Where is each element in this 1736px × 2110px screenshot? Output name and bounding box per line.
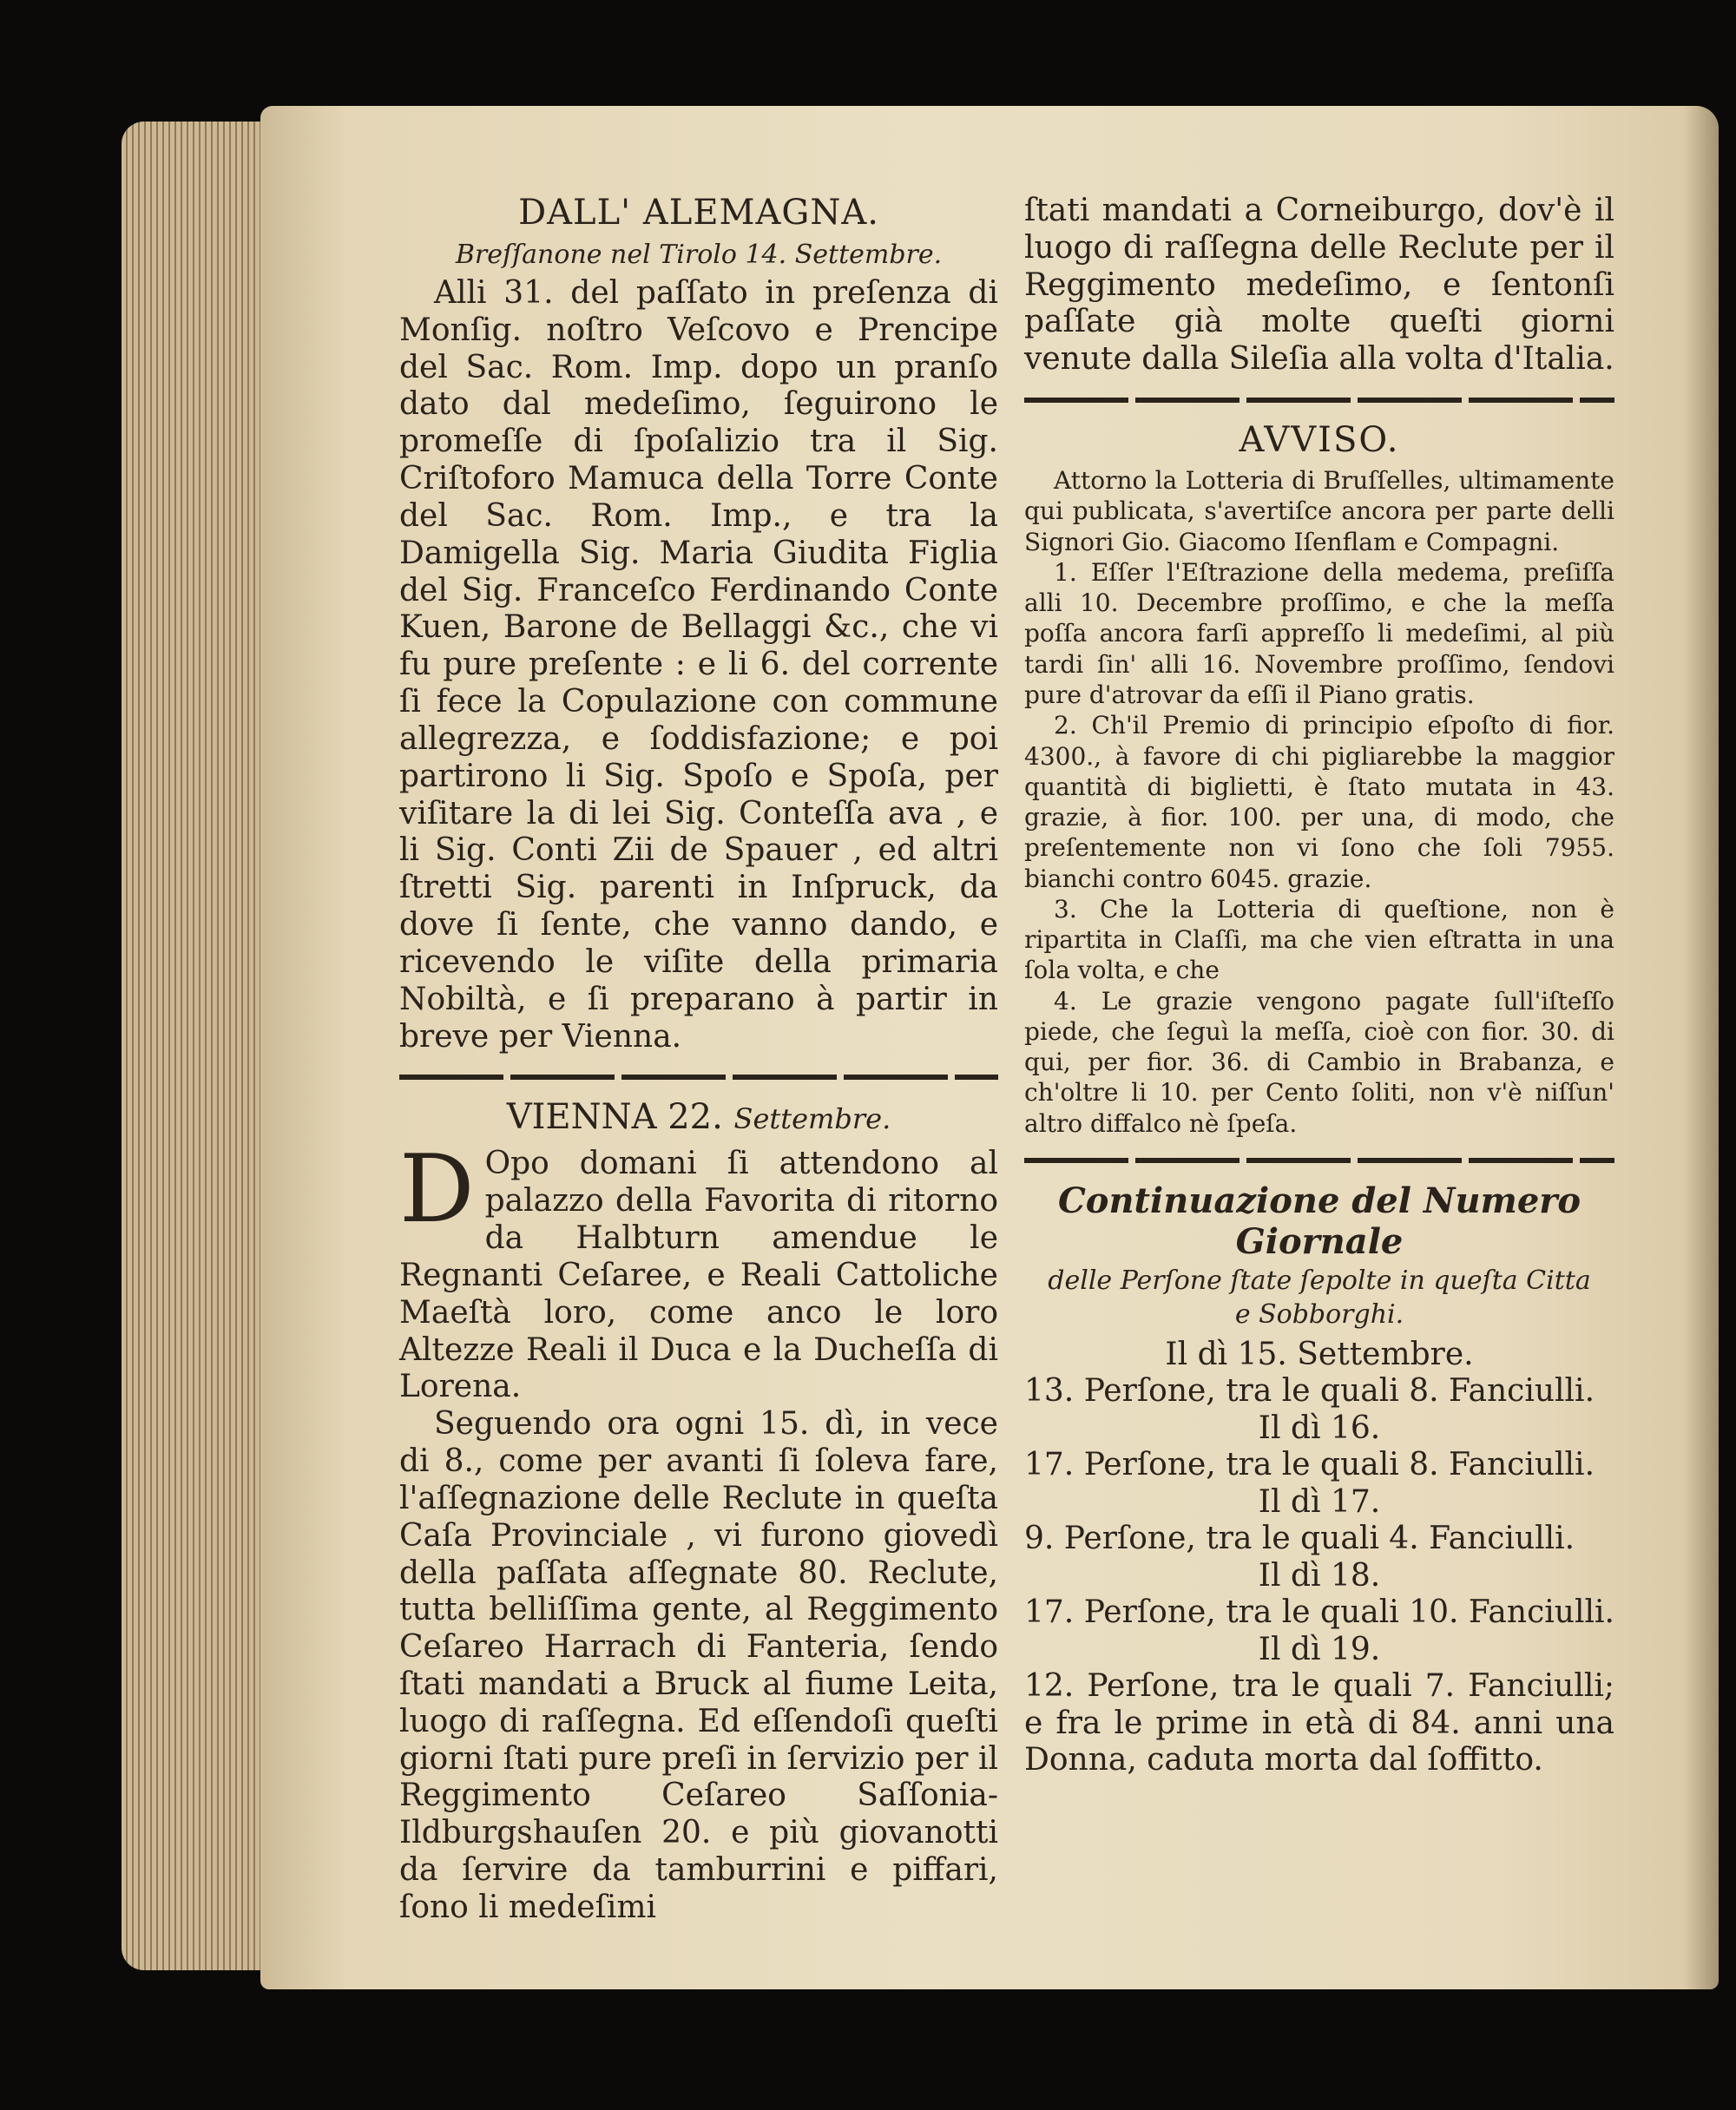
binding-shadow: [1684, 106, 1719, 1989]
burial-list-subtitle-1: delle Perſone ſtate ſepolte in queſta Citta: [1048, 1265, 1591, 1296]
vienna-heading-text: VIENNA 22.: [506, 1097, 723, 1138]
paragraph-bressanone: Alli 31. del paſſato in preſenza di Monſig. noſtro Veſcovo e Prencipe del Sac. Rom. Imp. dopo un pranſo dato dal medeſimo, ſeguirono le promeſſe di ſpoſalizio tra il Sig. Criſtoforo Mamuca della Torre Conte del Sac. Rom. Imp., e tra la Damigella Sig. Maria Giudita Figlia del Sig. Franceſco Ferdinando Conte Kuen, Barone de Bellaggi &c., che vi fu pure preſente : e li 6. del corrente ſi fece la Copulazione con commune allegrezza, e ſoddisfazione; e poi partirono li Sig. Spoſo e Spoſa, per viſitare la di lei Sig. Conteſſa ava , e li Sig. Conti Zii de Spauer , ed altri ſtretti Sig. parenti in Inſpruck, da dove ſi ſente, che vanno dando, e ricevendo le viſite della primaria Nobiltà, e ſi preparano à partir in breve per Vienna.: [399, 275, 998, 1055]
article-bressanone: [399, 275, 998, 1055]
section-heading-vienna: [399, 1097, 998, 1137]
section-divider: [1024, 1158, 1614, 1163]
avviso-item: 1. Eſſer l'Eſtrazione della medema, preſiſſa alli 10. Decembre proſſimo, e che la meſſa poſſa ancora farſi appreſſo li medeſimi, al più tardi ſin' alli 16. Novembre proſſimo, ſendovi pure d'atrovar da eſſi il Piano gratis.: [1024, 557, 1614, 709]
avviso-item: 4. Le grazie vengono pagate ſull'iſteſſo piede, che ſeguì la meſſa, cioè con fior. 30. di qui, per fior. 36. di Cambio in Brabanza, e ch'oltre li 10. per Cento ſoliti, non v'è niſſun' altro diffalco nè ſpeſa.: [1024, 986, 1614, 1138]
burial-entry: 12. Perſone, tra le quali 7. Fanciulli; e fra le prime in età di 84. anni una Donna, caduta morta dal ſoffitto.: [1024, 1668, 1614, 1778]
burial-list: [1024, 1337, 1614, 1779]
vienna-date: Settembre.: [733, 1102, 891, 1136]
burial-day: Il dì 18.: [1258, 1557, 1381, 1594]
right-column: [1024, 193, 1614, 1779]
burial-day: Il dì 16.: [1258, 1410, 1381, 1446]
paragraph-vienna-1: [399, 1135, 998, 1406]
dateline-bressanone: Breſſanone nel Tirolo 14. Settembre.: [455, 240, 943, 270]
burial-day: Il dì 17.: [1258, 1483, 1381, 1520]
article-continued: [1024, 193, 1614, 378]
section-heading-alemagna: DALL' ALEMAGNA.: [518, 193, 879, 233]
avviso-item: 3. Che la Lotteria di queſtione, non è ripartita in Claſſi, ma che vien eſtratta in una ſola volta, e che: [1024, 894, 1614, 985]
paragraph-continued: ſtati mandati a Corneiburgo, dov'è il luogo di raſſegna delle Reclute per il Reggimento medeſimo, e ſentonſi paſſate già molte queſti giorni venute dalla Sileſia alla volta d'Italia.: [1024, 193, 1614, 378]
left-column: [399, 193, 998, 1927]
book-page-edges: [122, 122, 278, 1970]
section-divider: [399, 1075, 998, 1080]
paragraph-vienna-2: Seguendo ora ogni 15. dì, in vece di 8., come per avanti ſi ſoleva fare, l'aſſegnazione delle Reclute in queſta Caſa Provinciale , vi furono giovedì della paſſata aſſegnate 80. Reclute, tutta belliſſima gente, al Reggimento Ceſareo Harrach di Fanteria, ſendo ſtati mandati a Bruck al fiume Leita, luogo di raſſegna. Ed eſſendoſi queſti giorni ſtati pure preſi in ſervizio per il Reggimento Ceſareo Saſſonia-Ildburgshauſen 20. e più giovanotti da ſervire da tamburrini e piffari, ſono li medeſimi: [399, 1406, 998, 1925]
avviso-item: 2. Ch'il Premio di principio eſpoſto di fior. 4300., à favore di chi pigliarebbe la maggior quantità di biglietti, è ſtato mutata in 43. grazie, à fior. 100. per una, di modo, che preſentemente non vi ſono che ſoli 7955. bianchi contro 6045. grazie.: [1024, 711, 1614, 893]
drop-capital: D: [399, 1135, 475, 1245]
burial-day: Il dì 19.: [1258, 1631, 1381, 1667]
avviso-notice: [1024, 465, 1614, 1139]
section-heading-avviso: AVVISO.: [1239, 420, 1400, 461]
burial-entry: 13. Perſone, tra le quali 8. Fanciulli.: [1024, 1373, 1595, 1410]
section-divider: [1024, 398, 1614, 403]
burial-entry: 17. Perſone, tra le quali 10. Fanciulli.: [1024, 1594, 1614, 1631]
paragraph-vienna-1-text: Opo domani ſi attendono al palazzo della Favorita di ritorno da Halbturn amendue le Regnanti Ceſaree, e Reali Cattoliche Maeſtà loro, come anco le loro Altezze Reali il Duca e la Ducheſſa di Lorena.: [399, 1146, 998, 1405]
burial-list-title: Continuazione del Numero Giornale: [1057, 1180, 1581, 1262]
burial-entry: 9. Perſone, tra le quali 4. Fanciulli.: [1024, 1521, 1575, 1557]
burial-entry: 17. Perſone, tra le quali 8. Fanciulli.: [1024, 1447, 1595, 1483]
article-vienna: [399, 1135, 998, 1926]
burial-list-subtitle-2: e Sobborghi.: [1234, 1298, 1404, 1330]
burial-day: Il dì 15. Settembre.: [1165, 1336, 1474, 1372]
gazette-page: [260, 106, 1719, 1989]
avviso-intro: Attorno la Lotteria di Bruſſelles, ultimamente qui publicata, s'avertiſce ancora per parte delli Signori Gio. Giacomo Iſenflam e Compagni.: [1024, 466, 1614, 556]
